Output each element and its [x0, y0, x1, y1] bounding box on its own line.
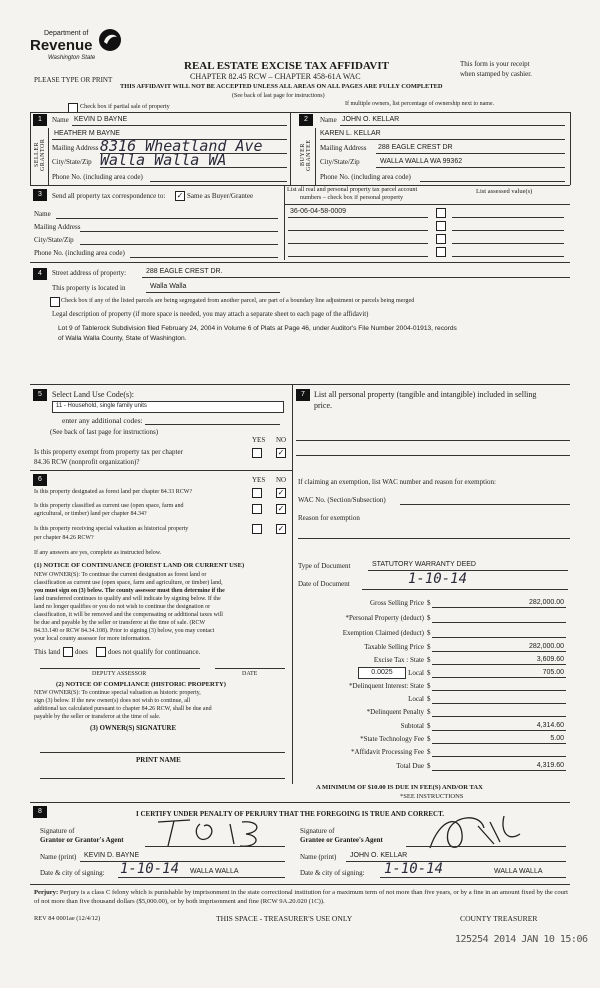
doc-date-value[interactable]: 1-10-14: [408, 571, 468, 587]
treasurer-space: THIS SPACE - TREASURER'S USE ONLY: [216, 914, 353, 923]
total-dollar: $: [427, 762, 431, 770]
section-3-number: 3: [33, 189, 47, 201]
section-6-number: 6: [33, 474, 47, 486]
current-use-question-a: Is this property classified as current use (open space, farm and: [34, 503, 184, 509]
seller-name-2[interactable]: HEATHER M BAYNE: [54, 130, 120, 137]
taxable-dollar: $: [427, 643, 431, 651]
notice2-line-3: additional tax calculated pursuant to chapter 84.26 RCW, shall be due and: [34, 706, 212, 712]
section5-see-back: (See back of last page for instructions): [50, 428, 159, 436]
personal-property-label-1: List all personal property (tangible and intangible) included in selling: [314, 390, 537, 399]
additional-codes-label: enter any additional codes:: [62, 416, 143, 425]
parcel-3-checkbox[interactable]: [436, 234, 446, 244]
doc-type-value[interactable]: STATUTORY WARRANTY DEED: [372, 561, 476, 568]
perjury-label: Perjury:: [34, 889, 59, 896]
please-type: PLEASE TYPE OR PRINT: [34, 76, 113, 84]
exemption-dollar: $: [427, 629, 431, 637]
notice1-title: (1) NOTICE OF CONTINUANCE (FOREST LAND OR CURRENT USE): [34, 562, 245, 569]
notice1-line-3: you must sign on (3) below. The county assessor must then determine if the: [34, 588, 225, 594]
located-label: This property is located in: [52, 284, 126, 292]
logo-line2: Revenue: [30, 37, 93, 54]
receipt-note-2: when stamped by cashier.: [460, 70, 532, 78]
section3-name-label: Name: [34, 210, 51, 218]
forest-question: Is this property designated as forest land per chapter 84.33 RCW?: [34, 489, 193, 495]
does-label: does: [75, 648, 88, 656]
current-use-yes-checkbox[interactable]: [252, 504, 262, 514]
logo-line3: Washington State: [48, 55, 96, 61]
owner-signature-label: (3) OWNER(S) SIGNATURE: [90, 725, 176, 732]
buyer-phone-label: Phone No. (including area code): [320, 173, 411, 181]
personal-property-label-2: price.: [314, 401, 332, 410]
street-address[interactable]: 288 EAGLE CREST DR.: [146, 268, 223, 275]
receipt-note-1: This form is your receipt: [460, 60, 530, 68]
total-label: Total Due: [396, 762, 424, 770]
gross-label: Gross Selling Price: [369, 599, 424, 607]
section6-yes: YES: [252, 476, 266, 484]
if-yes-note: If any answers are yes, complete as instructed below.: [34, 550, 162, 556]
notice2-line-1: NEW OWNER(S): To continue special valuation as historic property,: [34, 690, 201, 696]
section-8-number: 8: [33, 806, 47, 818]
local-label: Local: [408, 669, 424, 677]
land-use-field[interactable]: [52, 401, 284, 413]
segregated-label: Check box if any of the listed parcels are being segregated from another parcel, are part of a boundary line adjustment or parcels being merged: [61, 297, 415, 304]
seller-city-label: City/State/Zip: [52, 158, 92, 166]
notice1-line-2: classification as current use (open space, farm and agriculture, or timber) land,: [34, 580, 223, 586]
land-use-value: 11 - Household, single family units: [56, 403, 147, 409]
local-rate-box[interactable]: [358, 667, 406, 679]
deputy-assessor-label: DEPUTY ASSESSOR: [92, 671, 147, 677]
logo-line1: Department of: [44, 30, 89, 37]
delinq-penalty-dollar: $: [427, 708, 431, 716]
parcel-1-checkbox[interactable]: [436, 208, 446, 218]
delinq-state-label: *Delinquent Interest: State: [348, 682, 424, 690]
taxable-label: Taxable Selling Price: [364, 643, 424, 651]
parcel-2-checkbox[interactable]: [436, 221, 446, 231]
perjury-text: Perjury is a class C felony which is punishable by imprisonment in the state correctional institution for a maximum term of not more than five years, or by a fine in an amount fixed by the court of not more than five thousand dollars ($5,000.00), or by both imprisonment and fine (RCW 9A.20.020 (1C)).: [34, 889, 568, 905]
subtotal-dollar: $: [427, 722, 431, 730]
section3-city-label: City/State/Zip: [34, 236, 74, 244]
tech-fee-dollar: $: [427, 735, 431, 743]
historic-question-b: per chapter 84.26 RCW?: [34, 535, 94, 541]
current-use-question-b: agricultural, or timber) land per chapter 84.34?: [34, 511, 147, 517]
print-name-label: PRINT NAME: [136, 756, 181, 764]
buyer-name[interactable]: JOHN O. KELLAR: [342, 116, 400, 123]
grantor-sig-label-1: Signature of: [40, 827, 75, 835]
section5-no: NO: [276, 436, 287, 444]
minimum-note: A MINIMUM OF $10.00 IS DUE IN FEE(S) AND/OR TAX: [316, 784, 483, 791]
affidavit-fee-dollar: $: [427, 748, 431, 756]
does-not-label: does not qualify for continuance.: [108, 648, 201, 656]
assessed-header: List assessed value(s): [476, 188, 533, 195]
exempt-no-checkbox[interactable]: ✓: [277, 448, 285, 457]
parcel-header-2: numbers – check box if personal property: [300, 194, 404, 201]
form-warning: THIS AFFIDAVIT WILL NOT BE ACCEPTED UNLESS ALL AREAS ON ALL PAGES ARE FULLY COMPLETED: [120, 83, 443, 90]
exemption-deduct-label: Exemption Claimed (deduct): [342, 629, 424, 637]
exempt-question-1: Is this property exempt from property tax per chapter: [34, 448, 183, 456]
notice2-line-4: payable by the seller or transferor at the time of sale.: [34, 714, 161, 720]
grantor-sig-label-2: Grantor or Grantor's Agent: [40, 836, 124, 844]
section3-address-label: Mailing Address: [34, 223, 81, 231]
notice1-line-6: classification, it will be removed and the compensating or additional taxes will: [34, 612, 223, 618]
seller-side-label: SELLER GRANTOR: [34, 138, 46, 172]
seller-address[interactable]: 8316 Wheatland Ave: [100, 137, 263, 155]
grantor-city[interactable]: WALLA WALLA: [190, 868, 239, 875]
tech-fee-value[interactable]: 5.00: [550, 735, 564, 742]
notice2-title: (2) NOTICE OF COMPLIANCE (HISTORIC PROPERTY): [56, 681, 226, 688]
excise-state-label: Excise Tax : State: [373, 656, 424, 664]
doc-date-label: Date of Document: [298, 580, 350, 588]
tech-fee-label: *State Technology Fee: [360, 735, 424, 743]
buyer-address[interactable]: 288 EAGLE CREST DR: [378, 144, 453, 151]
buyer-name-2[interactable]: KAREN L. KELLAR: [320, 130, 381, 137]
parcel-4-checkbox[interactable]: [436, 247, 446, 257]
see-back: (See back of last page for instructions): [232, 93, 325, 99]
perjury-notice: [34, 888, 570, 906]
section-4-number: 4: [33, 268, 47, 280]
total-value[interactable]: 4,319.60: [536, 762, 564, 769]
land-use-label: Select Land Use Code(s):: [52, 390, 134, 399]
parcel-header-1: List all real and personal property tax parcel account: [287, 186, 418, 193]
buyer-name-label: Name: [320, 116, 337, 124]
subtotal-label: Subtotal: [400, 722, 424, 730]
segregated-checkbox[interactable]: [50, 297, 60, 307]
excise-state-value[interactable]: 3,609.60: [536, 656, 564, 663]
deputy-date-label: DATE: [242, 671, 258, 677]
doc-type-label: Type of Document: [298, 562, 351, 570]
form-subtitle: CHAPTER 82.45 RCW – CHAPTER 458-61A WAC: [190, 72, 361, 81]
grantor-date[interactable]: 1-10-14: [120, 861, 180, 877]
same-as-buyer-checkbox[interactable]: ✓: [176, 191, 184, 200]
notice1-line-8: 84.33.140 or RCW 84.34.108). Prior to signing (3) below, you may contact: [34, 628, 215, 634]
grantor-date-city-label: Date & city of signing:: [40, 869, 105, 877]
personal-deduct-label: *Personal Property (deduct): [345, 614, 424, 622]
delinq-penalty-label: *Delinquent Penalty: [366, 708, 424, 716]
grantee-date[interactable]: 1-10-14: [384, 861, 444, 877]
buyer-city-label: City/State/Zip: [320, 158, 360, 166]
historic-yes-checkbox[interactable]: [252, 524, 262, 534]
does-not-checkbox[interactable]: [96, 647, 106, 657]
taxable-value[interactable]: 282,000.00: [528, 643, 564, 650]
section6-no: NO: [276, 476, 287, 484]
excise-state-dollar: $: [427, 656, 431, 664]
logo-swirl-icon: [98, 28, 122, 52]
exempt-question-2: 84.36 RCW (nonprofit organization)?: [34, 458, 140, 466]
same-as-buyer-label: Same as Buyer/Grantee: [187, 192, 254, 200]
treasurer-stamp: 125254 2014 JAN 10 15:06: [455, 934, 588, 945]
street-label: Street address of property:: [52, 269, 127, 277]
grantor-signature[interactable]: [150, 816, 280, 850]
seller-name-label: Name: [52, 116, 69, 124]
seller-city[interactable]: Walla Walla WA: [100, 151, 227, 169]
forest-yes-checkbox[interactable]: [252, 488, 262, 498]
subtotal-value[interactable]: 4,314.60: [536, 722, 564, 729]
historic-question-a: Is this property receiving special valuation as historical property: [34, 526, 189, 532]
seller-address-label: Mailing Address: [52, 144, 99, 152]
section3-phone-label: Phone No. (including area code): [34, 249, 125, 257]
section-1-number: 1: [33, 114, 47, 126]
grantor-name-label: Name (print): [40, 853, 77, 861]
local-value[interactable]: 705.00: [542, 669, 564, 676]
this-land-label: This land: [34, 648, 61, 656]
form-revision: REV 84 0001ae (12/4/12): [34, 915, 101, 922]
multiple-owners-note: If multiple owners, list percentage of ownership next to name.: [345, 101, 495, 107]
exemption-label: If claiming an exemption, list WAC number and reason for exemption:: [298, 478, 496, 486]
section-2-number: 2: [299, 114, 313, 126]
notice2-line-2: sign (3) below. If the new owner(s) does not wish to continue, all: [34, 698, 191, 704]
buyer-address-label: Mailing Address: [320, 144, 367, 152]
personal-dollar: $: [427, 614, 431, 622]
section3-send-label: Send all property tax correspondence to:: [52, 192, 166, 200]
section5-yes: YES: [252, 436, 266, 444]
delinq-state-dollar: $: [427, 682, 431, 690]
local-rate-value: 0.0025: [371, 669, 393, 676]
form-title: REAL ESTATE EXCISE TAX AFFIDAVIT: [184, 60, 389, 72]
certify-statement: I CERTIFY UNDER PENALTY OF PERJURY THAT THE FOREGOING IS TRUE AND CORRECT.: [136, 810, 445, 818]
notice1-line-5: land no longer qualifies or you do not wish to continue the designation or: [34, 604, 211, 610]
grantee-print-name[interactable]: JOHN O. KELLAR: [350, 852, 408, 859]
notice1-line-1: NEW OWNER(S): To continue the current designation as forest land or: [34, 572, 207, 578]
delinq-local-label: Local: [408, 695, 424, 703]
section-7-number: 7: [296, 389, 310, 401]
legal-label: Legal description of property (if more space is needed, you may attach a separate sheet to each page of the affidavit): [52, 311, 369, 318]
notice1-line-7: be due and payable by the seller or transferor at the time of sale. (RCW: [34, 620, 206, 626]
see-instructions: *SEE INSTRUCTIONS: [400, 793, 464, 800]
legal-description-2[interactable]: of Walla Walla County, State of Washington.: [58, 335, 187, 342]
does-checkbox[interactable]: [63, 647, 73, 657]
wac-label: WAC No. (Section/Subsection): [298, 496, 386, 504]
seller-name[interactable]: KEVIN D BAYNE: [74, 116, 128, 123]
affidavit-fee-label: *Affidavit Processing Fee: [351, 748, 424, 756]
notice1-line-4: land transferred continues to qualify and will indicate by signing below. If the: [34, 596, 221, 602]
reason-label: Reason for exemption: [298, 514, 360, 522]
buyer-side-label: BUYER GRANTEE: [300, 139, 312, 171]
local-dollar: $: [427, 669, 431, 677]
grantee-sig-label-2: Grantee or Grantee's Agent: [300, 836, 383, 844]
section-5-number: 5: [33, 389, 47, 401]
notice1-line-9: your local county assessor for more information.: [34, 636, 151, 642]
grantee-signature[interactable]: [420, 808, 530, 856]
county-treasurer: COUNTY TREASURER: [460, 914, 538, 923]
legal-description-1[interactable]: Lot 9 of Tablerock Subdivision filed February 24, 2004 in Volume 6 of Plats at Page 46, under Auditor's File Number 2004-01913, records: [58, 325, 457, 332]
gross-dollar: $: [427, 599, 431, 607]
current-use-no-checkbox[interactable]: ✓: [277, 504, 285, 513]
grantor-print-name[interactable]: KEVIN D. BAYNE: [84, 852, 140, 859]
delinq-local-dollar: $: [427, 695, 431, 703]
located-in[interactable]: Walla Walla: [150, 283, 187, 290]
historic-no-checkbox[interactable]: ✓: [277, 524, 285, 533]
grantee-sig-label-1: Signature of: [300, 827, 335, 835]
partial-sale-label: Check box if partial sale of property: [80, 103, 170, 110]
seller-phone-label: Phone No. (including area code): [52, 173, 143, 181]
gross-value[interactable]: 282,000.00: [528, 599, 564, 606]
grantee-city[interactable]: WALLA WALLA: [494, 868, 543, 875]
revenue-logo: [30, 28, 140, 68]
forest-no-checkbox[interactable]: ✓: [277, 488, 285, 497]
buyer-city[interactable]: WALLA WALLA WA 99362: [380, 158, 463, 165]
grantee-name-label: Name (print): [300, 853, 337, 861]
parcel-number[interactable]: 36-06-04-58-0009: [290, 208, 347, 215]
grantee-date-city-label: Date & city of signing:: [300, 869, 365, 877]
exempt-yes-checkbox[interactable]: [252, 448, 262, 458]
